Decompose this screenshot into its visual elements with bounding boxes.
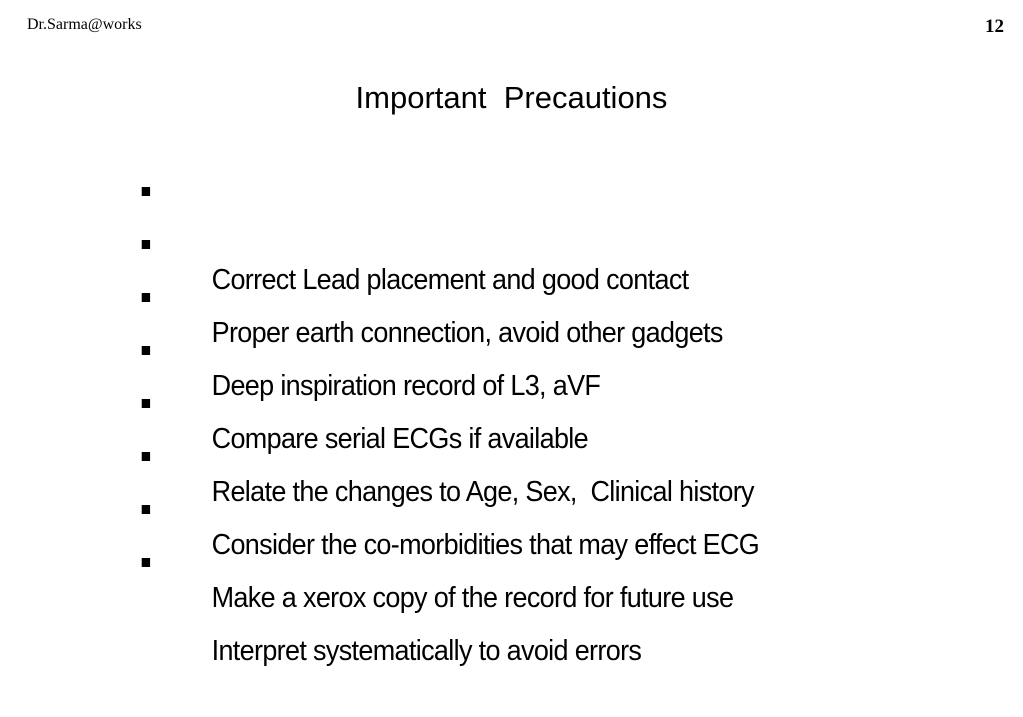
- square-bullet-icon: [142, 293, 150, 302]
- list-item-text: Make a xerox copy of the record for future use: [211, 582, 734, 614]
- list-item-text: Deep inspiration record of L3, aVF: [211, 370, 601, 402]
- list-item-text: Interpret systematically to avoid errors: [211, 635, 642, 667]
- page-number: 12: [985, 16, 1004, 37]
- list-item-text: Relate the changes to Age, Sex, Clinical history: [211, 476, 754, 508]
- square-bullet-icon: [142, 187, 150, 196]
- square-bullet-icon: [142, 558, 150, 567]
- list-item-text: Consider the co-morbidities that may effect ECG: [211, 529, 760, 561]
- author-credit: Dr.Sarma@works: [27, 16, 142, 33]
- square-bullet-icon: [142, 452, 150, 461]
- slide-title: Important Precautions: [355, 80, 668, 115]
- list-item-text: Correct Lead placement and good contact: [211, 264, 689, 296]
- square-bullet-icon: [142, 240, 150, 249]
- list-item: [138, 170, 759, 296]
- square-bullet-icon: [142, 346, 150, 355]
- list-item-text: Proper earth connection, avoid other gadgets: [211, 317, 723, 349]
- bullet-list: [138, 170, 806, 667]
- square-bullet-icon: [142, 505, 150, 514]
- list-item-text: Compare serial ECGs if available: [211, 423, 589, 455]
- square-bullet-icon: [142, 399, 150, 408]
